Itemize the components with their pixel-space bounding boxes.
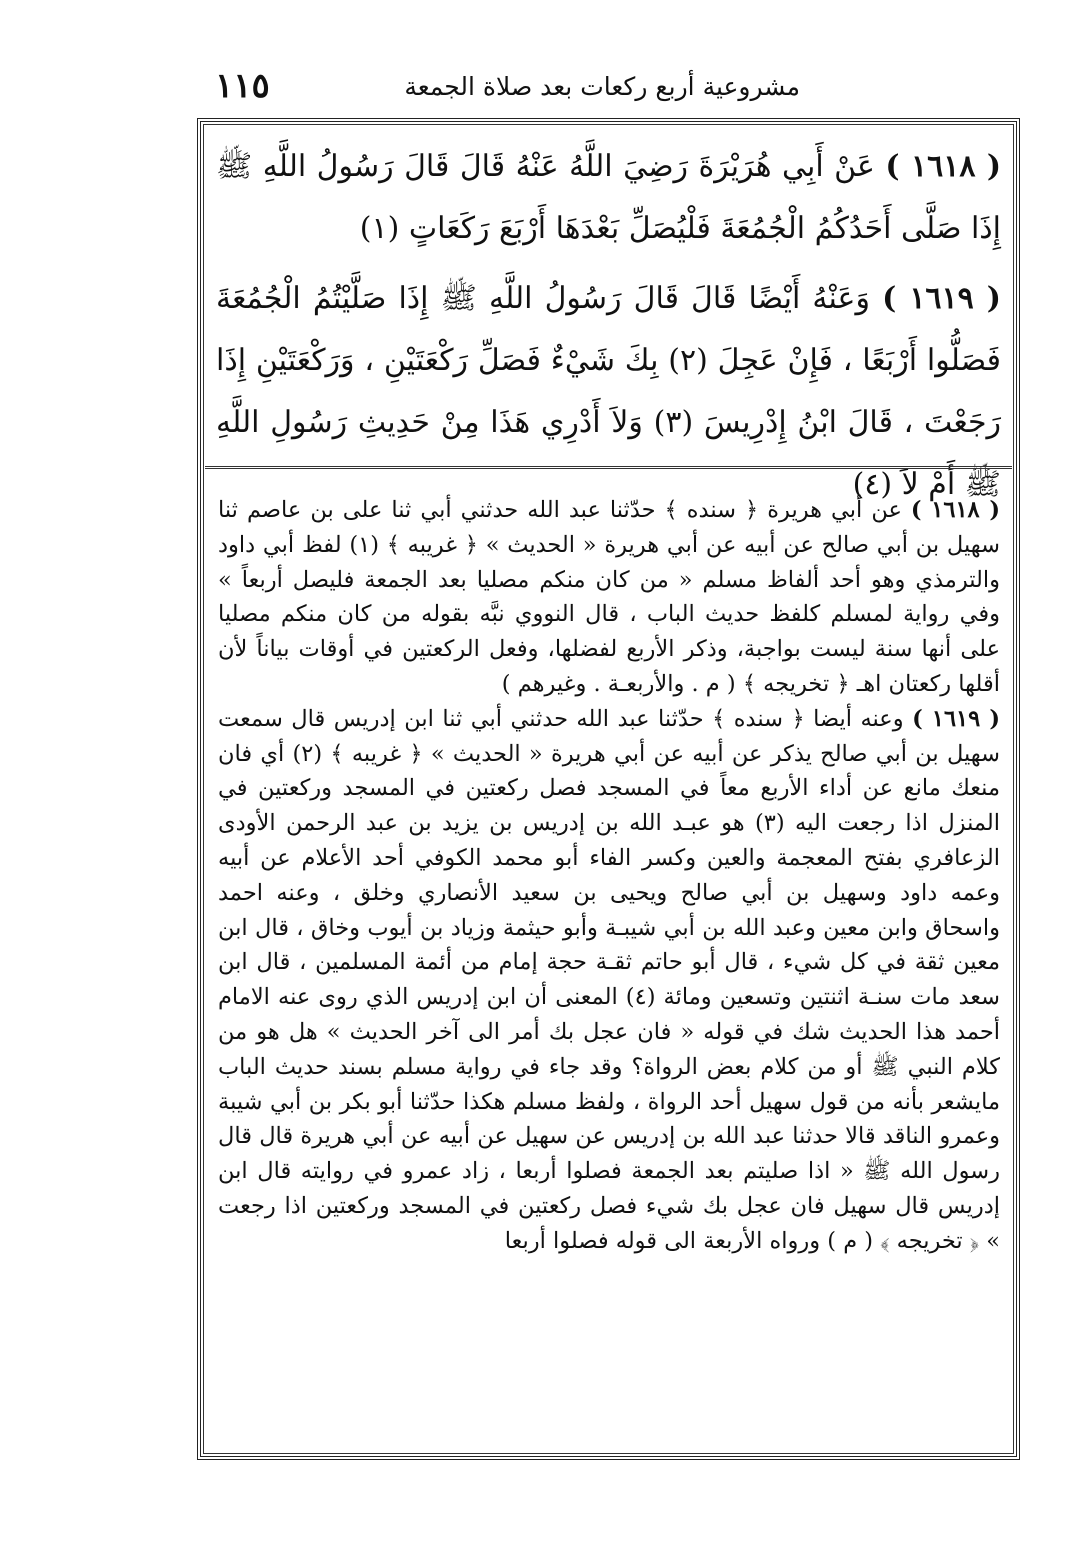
- commentary-text: عن أبي هريرة ﴿ سنده ﴾ حدّثنا عبد الله حدثني أبي ثنا على بن عاصم ثنا سهيل بن أبي صالح عن أبيه عن أبي هريرة « الحديث » ﴿ غريبه ﴾ (١) لفظ أبي داود والترمذي وهو أحد ألفاظ مسلم « من كان منكم مصليا بعد الجمعة فليصل أربعاً » وفي رواية لمسلم كلفظ حديث الباب ، قال النووي نبَّه بقوله من كان منكم مصليا على أنها سنة ليست بواجبة، وذكر الأربع لفضلها، وفعل الركعتين في أوقات بياناً لأن أقلها ركعتان اهـ ﴿ تخريجه ﴾ ( م . والأربعـة . وغيرهم ): [218, 497, 1000, 697]
- hadith-1619: [216, 268, 1001, 516]
- section-divider: [205, 466, 1012, 469]
- page-number: ١١٥: [215, 66, 270, 106]
- hadith-number: ( ١٦١٩ ): [882, 281, 1001, 316]
- commentary-1618: [218, 493, 1000, 702]
- hadith-text: عَنْ أَبِي هُرَيْرَةَ رَضِيَ اللَّهُ عَنْهُ قَالَ قَالَ رَسُولُ اللَّهِ ﷺ إِذَا صَلَّى أَحَدُكُمُ الْجُمُعَةَ فَلْيُصَلِّ بَعْدَهَا أَرْبَعَ رَكَعَاتٍ (١): [216, 149, 1001, 246]
- hadith-number: ( ١٦١٨ ): [885, 149, 1002, 184]
- commentary-number: ( ١٦١٨ ): [910, 497, 1000, 523]
- commentary-number: ( ١٦١٩ ): [912, 705, 1000, 732]
- running-title: مشروعية أربع ركعات بعد صلاة الجمعة: [404, 72, 800, 101]
- commentary-section: [218, 493, 1000, 1259]
- commentary-text: وعنه أيضا ﴿ سنده ﴾ حدّثنا عبد الله حدثني أبي ثنا ابن إدريس قال سمعت سهيل بن أبي صالح يذكر عن أبيه عن أبي هريرة « الحديث » ﴿ غريبه ﴾ (٢) أي فان منعك مانع عن أداء الأربع معاً في المسجد فصل ركعتين في المسجد وركعتين في المنزل اذا رجعت اليه (٣) هو عبـد الله بن إدريس بن يزيد بن عبد الرحمن الأودى الزعافري بفتح المعجمة والعين وكسر الفاء أبو محمد الكوفي أحد الأعلام عن أبيه وعمه داود وسهيل بن أبي صالح ويحيى بن سعيد الأنصاري وخلق ، وعنه احمد واسحاق وابن معين وعبد الله بن أبي شيبـة وأبو حيثمة وزياد بن أيوب وخاق ، قال ابن معين ثقة في كل شيء ، قال أبو حاتم ثقـة حجة إمام من أئمة المسلمين ، قال ابن سعد مات سنـة اثنتين وتسعين ومائة (٤) المعنى أن ابن إدريس الذي روى عنه الامام أحمد هذا الحديث شك في قوله « فان عجل بك أمر الى آخر الحديث » هل هو من كلام النبي ﷺ أو من كلام بعض الرواة؟ وقد جاء في رواية مسلم بسند حديث الباب مايشعر بأنه من قول سهيل أحد الرواة ، ولفظ مسلم هكذا حدّثنا أبو بكر بن أبي شيبة وعمرو الناقد قالا حدثنا عبد الله بن إدريس عن سهيل عن أبيه عن أبي هريرة قال قال رسول الله ﷺ « اذا صليتم بعد الجمعة فصلوا أربعا ، زاد عمرو في روايته قال ابن إدريس قال سهيل فان عجل بك شيء فصل ركعتين في المسجد وركعتين اذا رجعت » ﴿ تخريجه ﴾ ( م ) ورواه الأربعة الى قوله فصلوا أربعا: [218, 705, 1000, 1254]
- hadith-1618: [216, 136, 1001, 260]
- page-header: [215, 64, 800, 112]
- hadith-text: وَعَنْهُ أَيْضًا قَالَ قَالَ رَسُولُ اللَّهِ ﷺ إِذَا صَلَّيْتُمُ الْجُمُعَةَ فَصَلُّوا أَرْبَعًا ، فَإِنْ عَجِلَ (٢) بِكَ شَيْءٌ فَصَلِّ رَكْعَتَيْنِ ، وَرَكْعَتَيْنِ إِذَا رَجَعْتَ ، قَالَ ابْنُ إِدْرِيسَ (٣) وَلاَ أَدْرِي هَذَا مِنْ حَدِيثِ رَسُولِ اللَّهِ ﷺ أَمْ لاَ (٤): [216, 281, 1002, 502]
- commentary-1619: [218, 702, 1000, 1259]
